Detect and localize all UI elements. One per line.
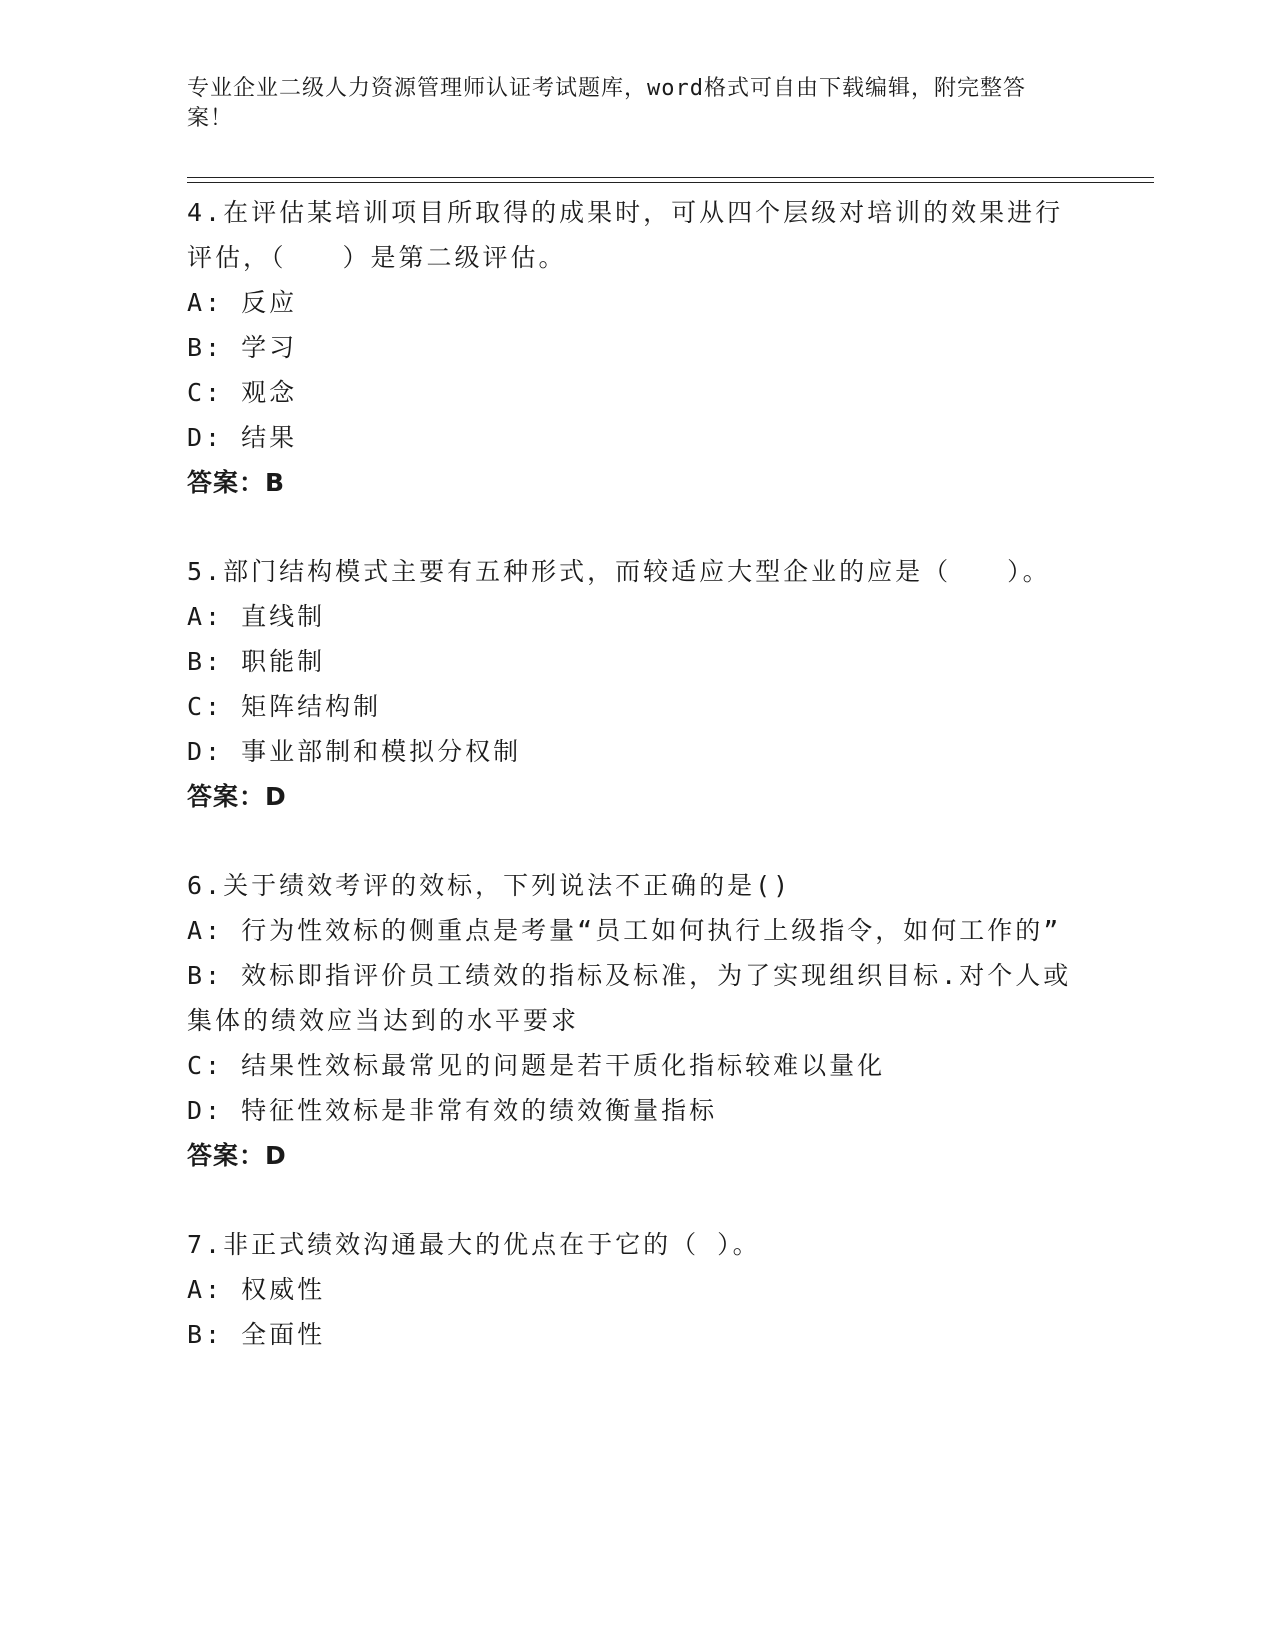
option-b: B: 职能制 — [187, 647, 326, 676]
option-b: B: 全面性 — [187, 1320, 326, 1349]
question-list — [187, 190, 1087, 1357]
header-rule-top — [187, 177, 1154, 178]
question-5 — [187, 549, 1087, 819]
question-stem: 5.部门结构模式主要有五种形式，而较适应大型企业的应是（ ）。 — [187, 557, 1051, 586]
question-stem: 6.关于绩效考评的效标，下列说法不正确的是() — [187, 871, 792, 900]
document-header: 专业企业二级人力资源管理师认证考试题库，word格式可自由下载编辑，附完整答案！ — [187, 76, 1026, 131]
answer-line: 答案：D — [187, 1141, 287, 1170]
question-stem: 4.在评估某培训项目所取得的成果时，可从四个层级对培训的效果进行评估，（ ）是第二级评估。 — [187, 198, 1064, 272]
option-d: D: 事业部制和模拟分权制 — [187, 737, 522, 766]
option-d: D: 特征性效标是非常有效的绩效衡量指标 — [187, 1096, 718, 1125]
option-a: A: 直线制 — [187, 602, 326, 631]
answer-line: 答案：B — [187, 468, 286, 497]
option-c: C: 结果性效标最常见的问题是若干质化指标较难以量化 — [187, 1051, 886, 1080]
option-a: A: 权威性 — [187, 1275, 326, 1304]
question-6 — [187, 863, 1087, 1178]
option-b: B: 学习 — [187, 333, 298, 362]
option-d: D: 结果 — [187, 423, 298, 452]
question-stem: 7.非正式绩效沟通最大的优点在于它的（ ）。 — [187, 1230, 761, 1259]
option-b: B: 效标即指评价员工绩效的指标及标准，为了实现组织目标.对个人或集体的绩效应当达到的水平要求 — [187, 961, 1072, 1035]
option-c: C: 矩阵结构制 — [187, 692, 382, 721]
option-c: C: 观念 — [187, 378, 298, 407]
option-a: A: 反应 — [187, 288, 298, 317]
question-4 — [187, 190, 1087, 505]
option-a: A: 行为性效标的侧重点是考量“员工如何执行上级指令，如何工作的” — [187, 916, 1062, 945]
answer-line: 答案：D — [187, 782, 287, 811]
question-7 — [187, 1222, 1087, 1357]
header-rule-bottom — [187, 182, 1154, 183]
